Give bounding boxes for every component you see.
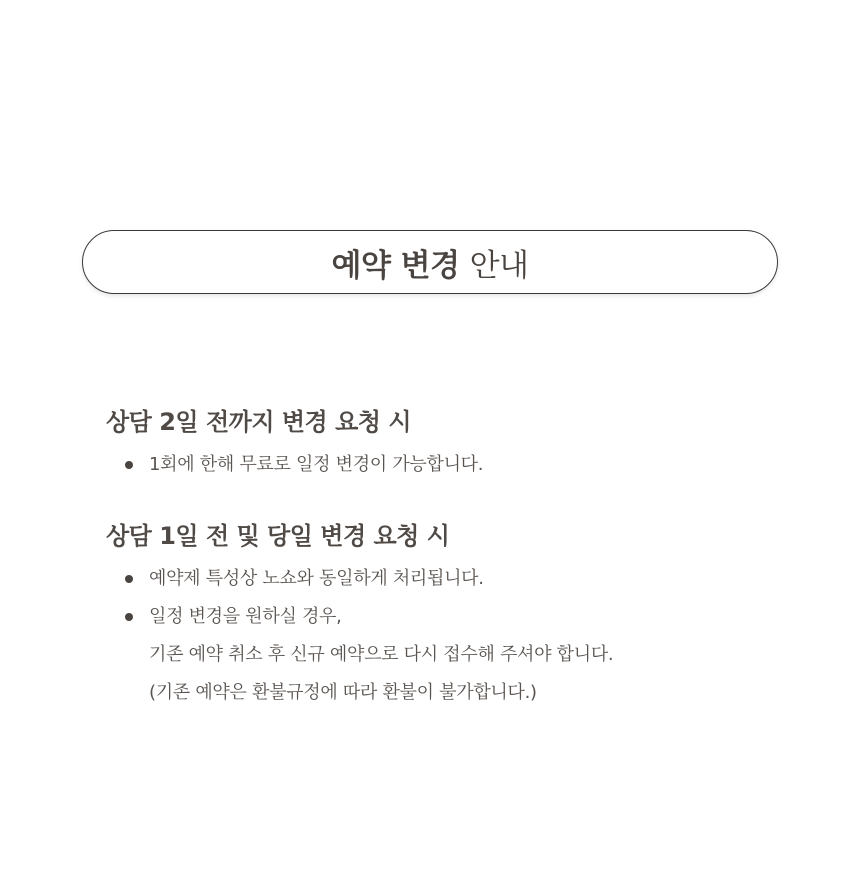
bullet-icon [125,613,133,621]
list-item-text: (기존 예약은 환불규정에 따라 환불이 불가합니다.) [149,682,537,703]
section-heading: 상담 2일 전까지 변경 요청 시 [106,408,411,436]
page-title-bold: 예약 변경 [331,247,460,284]
list-item-text: 예약제 특성상 노쇼와 동일하게 처리됩니다. [149,568,484,589]
list-item [106,598,806,712]
list-item-text: 기존 예약 취소 후 신규 예약으로 다시 접수해 주셔야 합니다. [149,644,614,665]
list-item [106,446,806,484]
page-title-light: 안내 [469,247,529,284]
list-item-text: 일정 변경을 원하실 경우, [149,606,342,627]
bullet-list [106,560,806,712]
list-item-text: 1회에 한해 무료로 일정 변경이 가능합니다. [149,454,484,475]
bullet-list [106,446,806,484]
bullet-icon [125,461,133,469]
section-two-days-before [106,400,806,484]
section-one-day-before [106,514,806,712]
section-heading: 상담 1일 전 및 당일 변경 요청 시 [106,522,450,550]
bullet-icon [125,575,133,583]
notice-content [106,400,806,742]
list-item [106,560,806,598]
page-title-banner [82,230,778,294]
